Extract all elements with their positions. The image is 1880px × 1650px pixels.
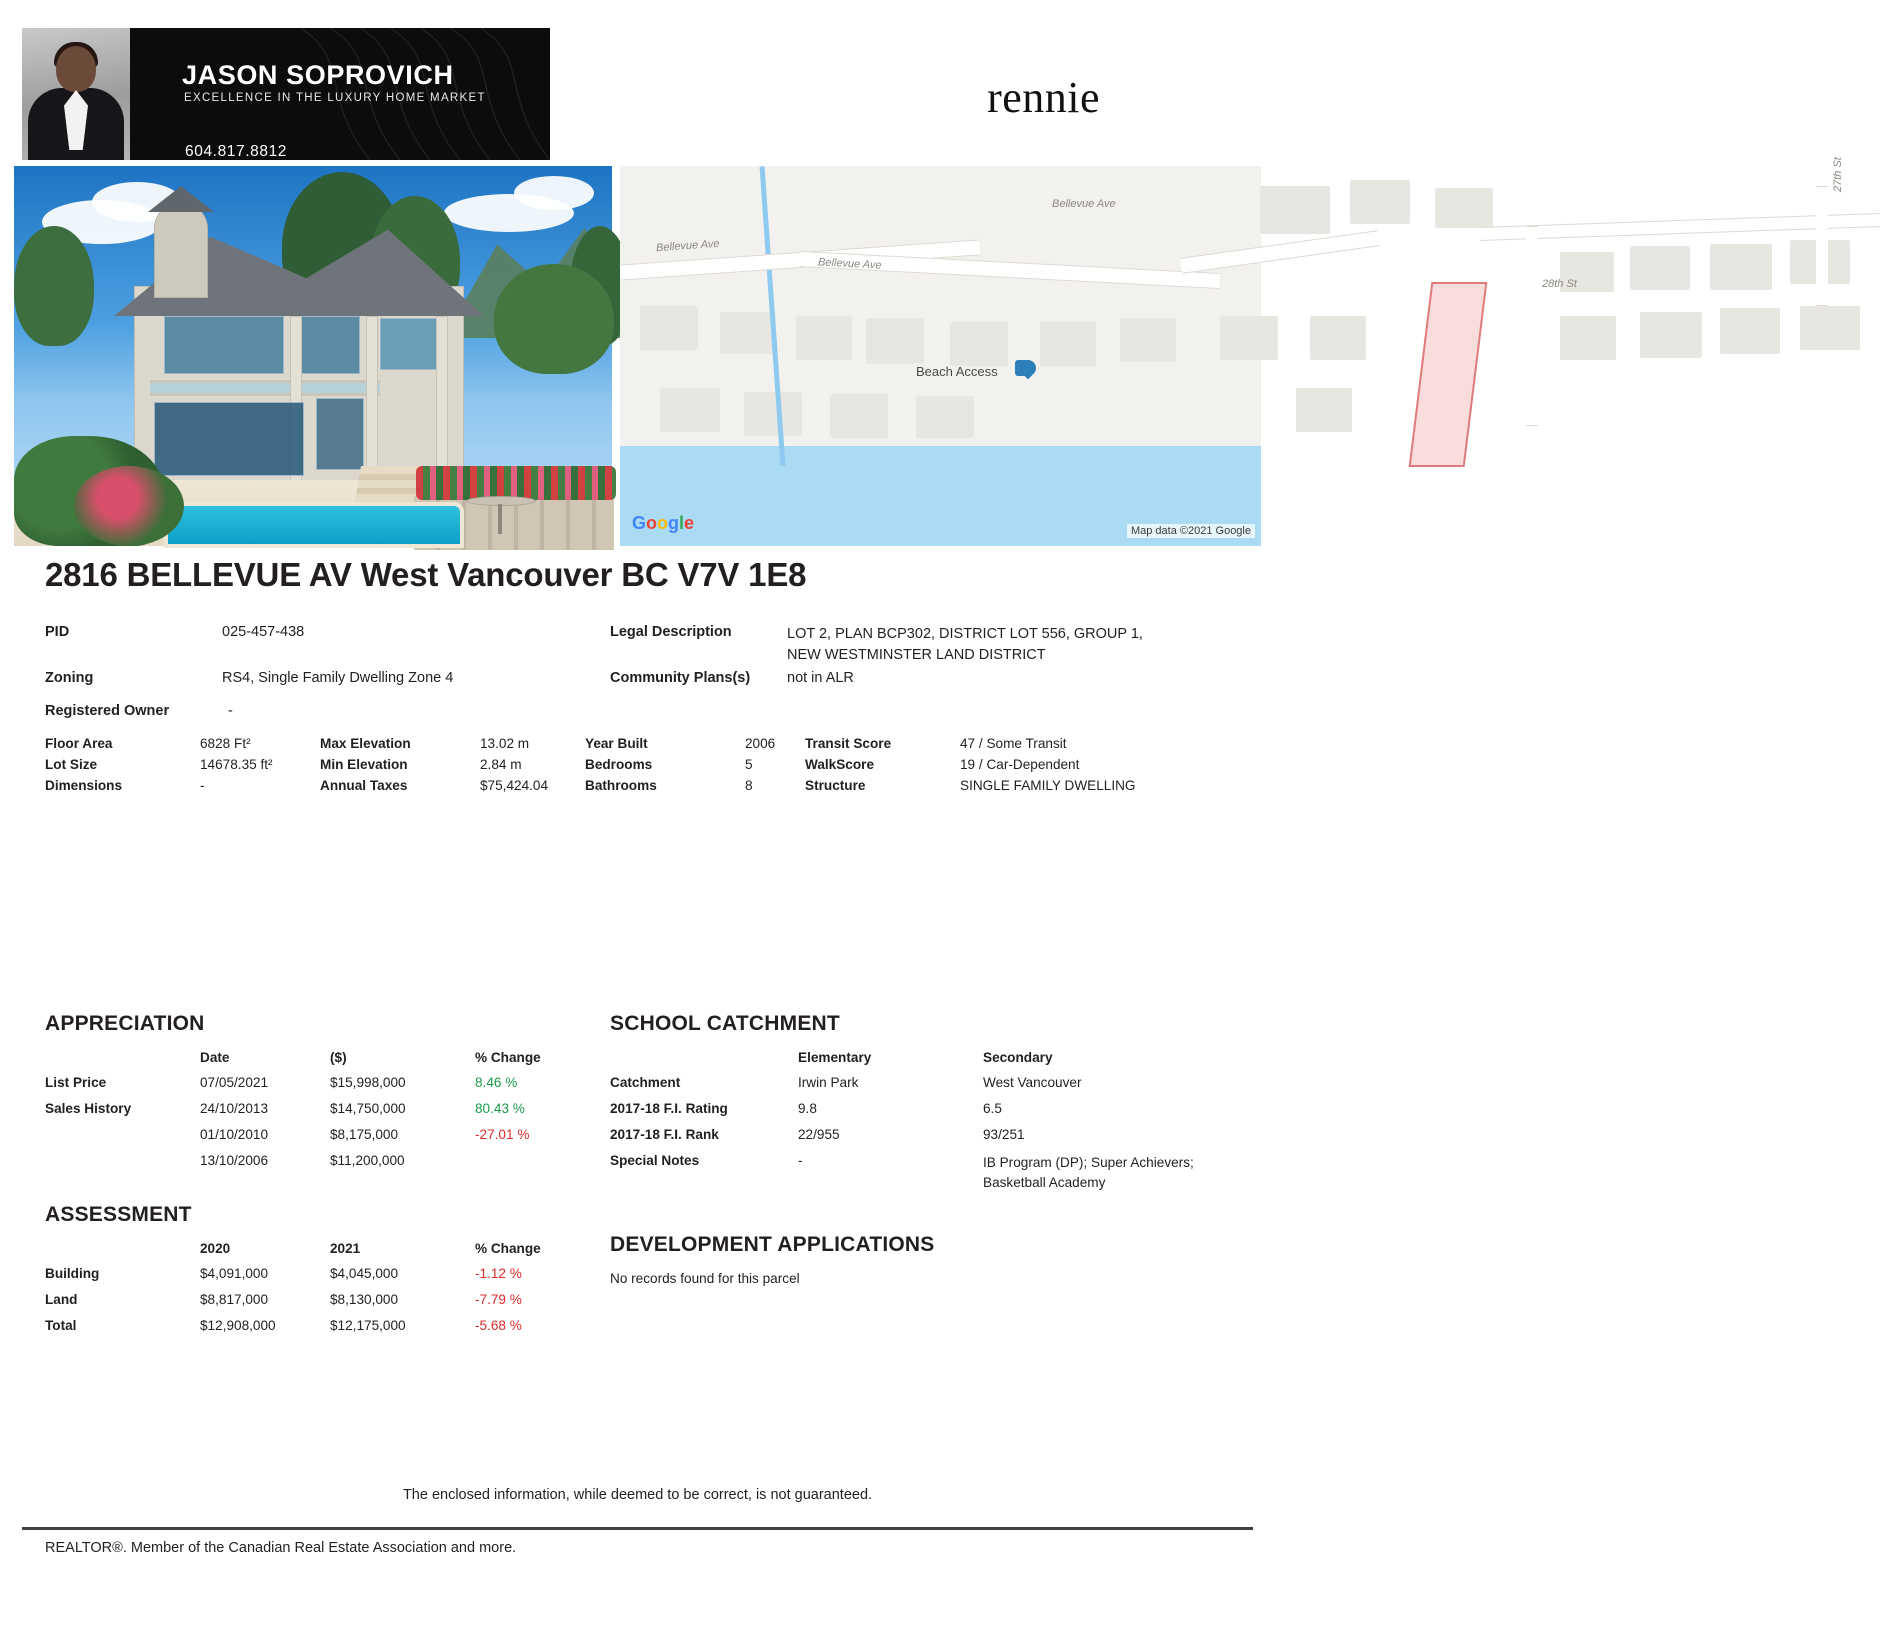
map-label-bellevue-2: Bellevue Ave — [817, 256, 882, 272]
row-elementary: 22/955 — [798, 1127, 840, 1142]
appreciation-section — [45, 1012, 605, 1179]
row-label — [45, 1153, 200, 1179]
row-2021: $12,175,000 — [330, 1318, 406, 1333]
stat-label: WalkScore — [805, 757, 875, 772]
table-row — [610, 1101, 1198, 1127]
row-elementary: Irwin Park — [798, 1075, 859, 1090]
row-label: Sales History — [45, 1101, 132, 1116]
school-catchment-title: SCHOOL CATCHMENT — [610, 1012, 840, 1035]
stat-value: 13.02 m — [480, 736, 530, 751]
community-plans-value: not in ALR — [787, 670, 854, 686]
table-row — [610, 1153, 1198, 1205]
stat-value: 14678.35 ft² — [200, 757, 273, 772]
map-road — [1180, 230, 1380, 274]
row-label: Land — [45, 1292, 78, 1307]
row-label: 2017-18 F.I. Rank — [610, 1127, 719, 1142]
column-header: 2021 — [330, 1241, 361, 1256]
row-secondary: IB Program (DP); Super Achievers; Basketball Academy — [983, 1155, 1194, 1191]
table-row — [45, 1127, 541, 1153]
disclaimer-text: The enclosed information, while deemed to be correct, is not guaranteed. — [402, 1487, 873, 1503]
stat-value: - — [200, 778, 205, 793]
row-2020: $12,908,000 — [200, 1318, 276, 1333]
table-row — [45, 1153, 541, 1179]
property-map[interactable] — [620, 157, 1844, 546]
stat-value: 2.84 m — [480, 757, 522, 772]
appreciation-table — [45, 1050, 541, 1179]
zoning-label: Zoning — [45, 670, 94, 686]
legal-description-value: LOT 2, PLAN BCP302, DISTRICT LOT 556, GROUP 1, NEW WESTMINSTER LAND DISTRICT — [787, 626, 1143, 664]
map-label-28th-st: 28th St — [1542, 278, 1577, 290]
row-elementary: 9.8 — [798, 1101, 817, 1116]
zoning-value: RS4, Single Family Dwelling Zone 4 — [222, 670, 454, 686]
page-title: 2816 BELLEVUE AV West Vancouver BC V7V 1E8 — [45, 556, 807, 593]
row-secondary: 93/251 — [983, 1127, 1025, 1142]
row-change: -27.01 % — [475, 1127, 530, 1142]
stat-label: Bathrooms — [585, 778, 657, 793]
stat-value: SINGLE FAMILY DWELLING — [960, 778, 1136, 793]
assessment-section — [45, 1203, 605, 1344]
owner-label: Registered Owner — [45, 703, 170, 719]
stat-label: Lot Size — [45, 757, 98, 772]
stat-value: 8 — [745, 778, 753, 793]
stat-label: Floor Area — [45, 736, 113, 751]
row-date: 24/10/2013 — [200, 1101, 269, 1116]
development-applications-section — [610, 1233, 1210, 1286]
row-change: -7.79 % — [475, 1292, 522, 1307]
stat-value: 2006 — [745, 736, 776, 751]
page-header — [0, 0, 1275, 165]
row-date: 13/10/2006 — [200, 1153, 269, 1168]
row-secondary: 6.5 — [983, 1101, 1002, 1116]
pid-value: 025-457-438 — [222, 624, 305, 640]
brokerage-logo: rennie — [987, 73, 1100, 122]
map-road — [1526, 226, 1538, 426]
pid-label: PID — [45, 624, 70, 640]
table-header-row — [45, 1241, 541, 1266]
map-road — [1816, 186, 1828, 306]
column-header: % Change — [475, 1241, 541, 1256]
footer-divider — [22, 1527, 1253, 1530]
agent-photo — [22, 28, 130, 160]
map-label-bellevue-1: Bellevue Ave — [655, 237, 720, 255]
table-header-row — [610, 1050, 1198, 1075]
row-2020: $4,091,000 — [200, 1266, 269, 1281]
row-2021: $4,045,000 — [330, 1266, 399, 1281]
row-amount: $11,200,000 — [330, 1153, 405, 1168]
assessment-table — [45, 1241, 541, 1344]
table-row — [45, 1266, 541, 1292]
row-secondary: West Vancouver — [983, 1075, 1082, 1090]
realtor-notice: REALTOR®. Member of the Canadian Real Estate Association and more. — [45, 1540, 517, 1556]
stat-label: Year Built — [585, 736, 648, 751]
stat-label: Annual Taxes — [320, 778, 408, 793]
map-pin-icon[interactable] — [1020, 360, 1036, 382]
agent-name: JASON SOPROVICH — [182, 60, 454, 90]
column-header — [610, 1050, 798, 1075]
table-header-row — [45, 1050, 541, 1075]
row-2020: $8,817,000 — [200, 1292, 269, 1307]
row-label: Building — [45, 1266, 100, 1281]
agent-branding-card — [22, 28, 550, 160]
column-header: ($) — [330, 1050, 347, 1065]
table-row — [45, 1292, 541, 1318]
row-label: Special Notes — [610, 1153, 700, 1168]
parcel-outline — [1409, 282, 1488, 467]
row-label: Total — [45, 1318, 77, 1333]
row-amount: $8,175,000 — [330, 1127, 399, 1142]
table-row — [45, 757, 1136, 778]
stat-label: Transit Score — [805, 736, 892, 751]
column-header: Secondary — [983, 1050, 1053, 1065]
stat-label: Dimensions — [45, 778, 123, 793]
row-label: List Price — [45, 1075, 107, 1090]
stat-label: Min Elevation — [320, 757, 408, 772]
table-row — [610, 1075, 1198, 1101]
development-applications-title: DEVELOPMENT APPLICATIONS — [610, 1233, 935, 1256]
column-header — [45, 1241, 200, 1266]
row-change: 8.46 % — [475, 1075, 518, 1090]
row-label — [45, 1127, 200, 1153]
table-row — [45, 1075, 541, 1101]
stat-label: Structure — [805, 778, 866, 793]
row-change: -5.68 % — [475, 1318, 522, 1333]
row-elementary: - — [798, 1153, 803, 1168]
stat-value: 47 / Some Transit — [960, 736, 1067, 751]
stat-value: 6828 Ft² — [200, 736, 251, 751]
owner-value: - — [228, 703, 233, 719]
column-header: 2020 — [200, 1241, 231, 1256]
school-catchment-section — [610, 1012, 1210, 1205]
row-date: 07/05/2021 — [200, 1075, 269, 1090]
table-row — [610, 1127, 1198, 1153]
map-label-27th-st: 27th St — [1832, 157, 1844, 192]
table-row — [45, 1101, 541, 1127]
map-label-bellevue-3: Bellevue Ave — [1052, 198, 1116, 210]
stat-value: 5 — [745, 757, 753, 772]
row-change — [475, 1153, 541, 1179]
map-beach-access-label: Beach Access — [916, 364, 998, 379]
stat-value: 19 / Car-Dependent — [960, 757, 1080, 772]
development-applications-text: No records found for this parcel — [610, 1271, 800, 1286]
row-amount: $14,750,000 — [330, 1101, 406, 1116]
row-label: 2017-18 F.I. Rating — [610, 1101, 728, 1116]
column-header: Elementary — [798, 1050, 872, 1065]
google-logo: Google — [632, 513, 695, 533]
row-amount: $15,998,000 — [330, 1075, 406, 1090]
community-plans-label: Community Plans(s) — [610, 670, 751, 686]
property-stats-grid — [45, 736, 1235, 799]
stat-label: Bedrooms — [585, 757, 653, 772]
agent-tagline: EXCELLENCE IN THE LUXURY HOME MARKET — [184, 92, 486, 104]
media-row — [0, 157, 1844, 546]
column-header: Date — [200, 1050, 230, 1065]
column-header — [45, 1050, 200, 1075]
assessment-title: ASSESSMENT — [45, 1203, 192, 1226]
table-row — [45, 778, 1136, 799]
property-photo — [14, 166, 612, 546]
row-change: -1.12 % — [475, 1266, 522, 1281]
table-row — [45, 1318, 541, 1344]
row-change: 80.43 % — [475, 1101, 525, 1116]
agent-phone: 604.817.8812 — [185, 143, 288, 160]
map-attribution: Map data ©2021 Google — [1127, 524, 1255, 538]
legal-description-label: Legal Description — [610, 624, 732, 640]
appreciation-title: APPRECIATION — [45, 1012, 205, 1035]
school-catchment-table — [610, 1050, 1198, 1205]
row-2021: $8,130,000 — [330, 1292, 399, 1307]
column-header: % Change — [475, 1050, 541, 1065]
row-label: Catchment — [610, 1075, 681, 1090]
table-row — [45, 736, 1136, 757]
stat-label: Max Elevation — [320, 736, 411, 751]
stat-value: $75,424.04 — [480, 778, 549, 793]
row-date: 01/10/2010 — [200, 1127, 269, 1142]
